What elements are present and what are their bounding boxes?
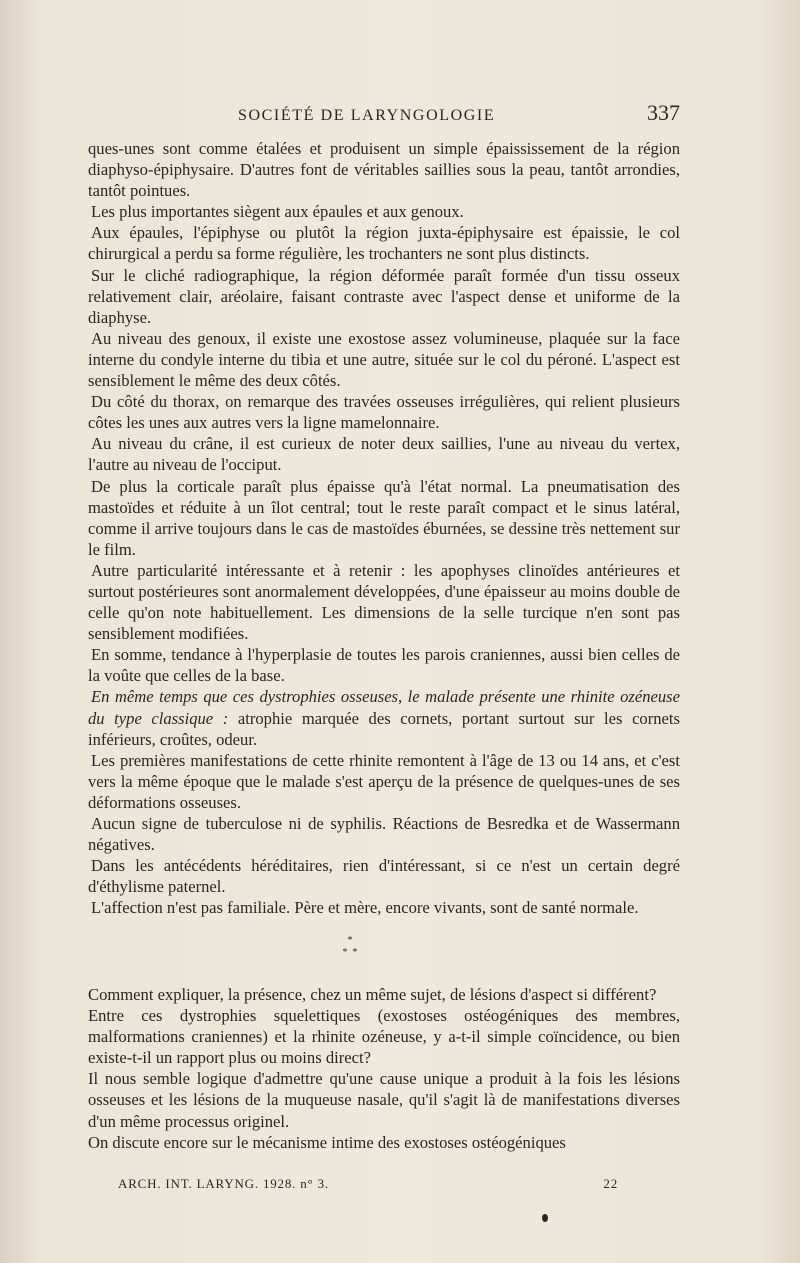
paragraph: Entre ces dystrophies squelettiques (exostoses ostéogéniques des membres, malformations craniennes) et la rhinite ozéneuse, y a-t-il simple coïncidence, ou bien existe-t-il un rapport plus ou moins direct? [88, 1006, 680, 1068]
paragraph: En somme, tendance à l'hyperplasie de toutes les parois craniennes, aussi bien celles de la voûte que celles de la base. [88, 645, 680, 686]
paragraph: Il nous semble logique d'admettre qu'une cause unique a produit à la fois les lésions osseuses et les lésions de la muqueuse nasale, qu'il s'agit là de manifestations diverses d'un même processus originel. [88, 1069, 680, 1131]
journal-reference: ARCH. INT. LARYNG. 1928. n° 3. [118, 1176, 329, 1191]
signature-number: 22 [603, 1176, 618, 1191]
paragraph: Comment expliquer, la présence, chez un même sujet, de lésions d'aspect si différent? [88, 985, 657, 1004]
ink-dot [542, 1214, 548, 1222]
paragraph: Les plus importantes siègent aux épaules et aux genoux. [91, 202, 464, 222]
page-footer [118, 1176, 618, 1192]
paragraph: L'affection n'est pas familiale. Père et mère, encore vivants, sont de santé normale. [91, 898, 639, 918]
paragraph: Aux épaules, l'épiphyse ou plutôt la région juxta-épiphysaire est épaissie, le col chirurgical a perdu sa forme régulière, les trochanters ne sont plus distincts. [88, 223, 680, 264]
paragraph: Au niveau du crâne, il est curieux de noter deux saillies, l'une au niveau du vertex, l'autre au niveau de l'occiput. [88, 434, 680, 475]
paragraph: De plus la corticale paraît plus épaisse qu'à l'état normal. La pneumatisation des mastoïdes et réduite à un îlot central; tout le reste paraît compact et le sinus latéral, comme il arrive toujours dans le cas de mastoïdes éburnées, se dessine très nettement sur le film. [88, 476, 680, 559]
italic-lead: En même temps que ces dystrophies osseuses, le malade présente une rhinite ozéneuse du type classique : [88, 687, 680, 728]
paragraph: Au niveau des genoux, il existe une exostose assez volumineuse, plaquée sur la face interne du condyle interne du tibia et une autre, située sur le col du péroné. L'aspect est sensiblement le même des deux côtés. [88, 328, 680, 391]
paragraph: Autre particularité intéressante et à retenir : les apophyses clinoïdes antérieures et surtout postérieures sont anormalement développées, d'une épaisseur au moins double de celle qu'on note habituellement. Les dimensions de la selle turcique n'en sont pas sensiblement modifiées. [88, 560, 680, 644]
paragraph: Dans les antécédents héréditaires, rien d'intéressant, si ce n'est un certain degré d'éthylisme paternel. [88, 856, 680, 897]
paragraph: Sur le cliché radiographique, la région déformée paraît formée d'un tissu osseux relativement clair, aréolaire, faisant contraste avec l'aspect dense et uniforme de la diaphyse. [88, 265, 680, 327]
running-title: SOCIÉTÉ DE LARYNGOLOGIE [238, 107, 496, 124]
paragraph: On discute encore sur le mécanisme intime des exostoses ostéogéniques [88, 1132, 566, 1152]
body-text [88, 138, 680, 918]
paragraph: Les premières manifestations de cette rhinite remontent à l'âge de 13 ou 14 ans, et c'est vers la même époque que le malade s'est aperçu de la présence de quelques-unes de ses déformations osseuses. [88, 750, 680, 812]
body-text-continued [88, 984, 680, 1153]
paragraph: Aucun signe de tuberculose ni de syphilis. Réactions de Besredka et de Wassermann négatives. [88, 814, 680, 855]
paragraph: Du côté du thorax, on remarque des travées osseuses irrégulières, qui relient plusieurs côtes les unes aux autres vers la ligne mamelonnaire. [88, 392, 680, 433]
paragraph-italic-lead [88, 686, 680, 749]
italic-paragraph-rest: atrophie marquée des cornets, portant surtout sur les cornets inférieurs, croûtes, odeur. [88, 708, 680, 749]
page-number: 337 [647, 100, 680, 125]
section-separator: * * * [342, 935, 358, 958]
page-header [88, 100, 680, 126]
paragraph: ques-unes sont comme étalées et produisent un simple épaississement de la région diaphyso-épiphysaire. D'autres font de véritables saillies sous la peau, tantôt arrondies, tantôt pointues. [88, 139, 680, 201]
